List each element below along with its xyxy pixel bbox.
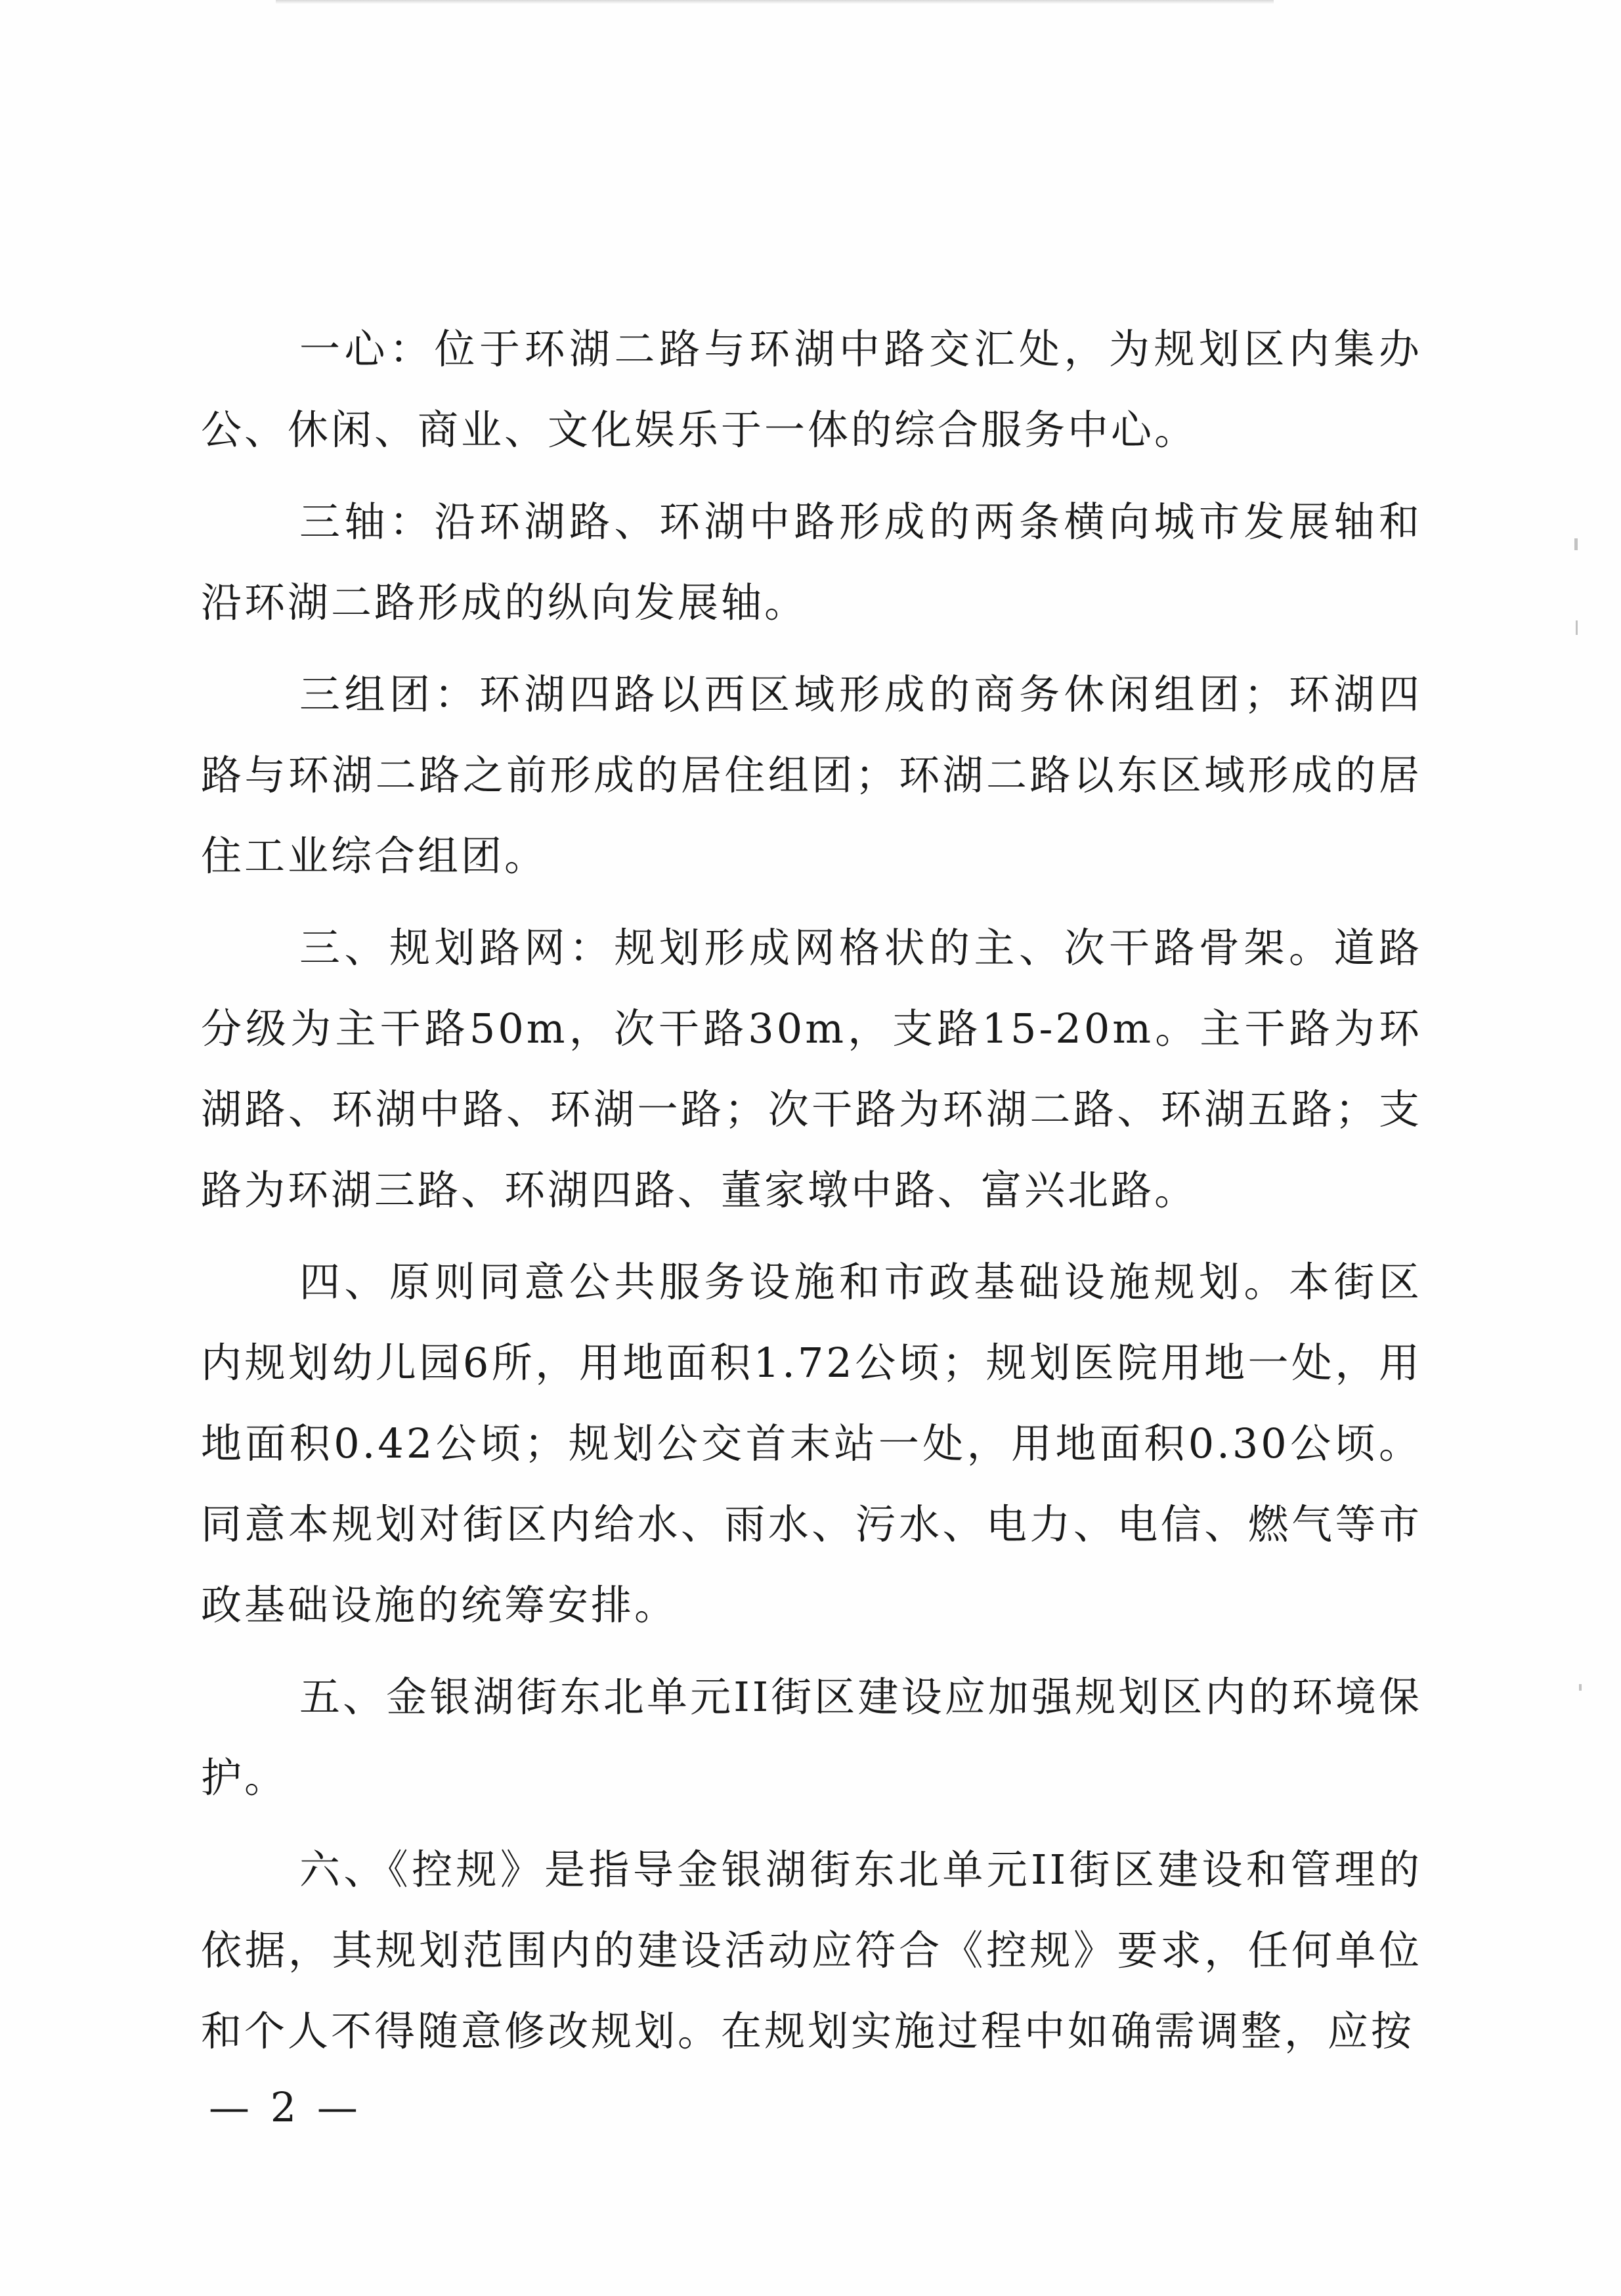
document-body — [201, 309, 1422, 2083]
paragraph-axes: 三轴：沿环湖路、环湖中路形成的两条横向城市发展轴和沿环湖二路形成的纵向发展轴。 — [201, 498, 1422, 626]
scan-top-edge — [276, 0, 1274, 4]
paragraph-regulatory-plan: 六、《控规》是指导金银湖街东北单元II街区建设和管理的依据，其规划范围内的建设活动应符合《控规》要求，任何单位和个人不得随意修改规划。在规划实施过程中如确需调整，应按 — [201, 1846, 1422, 2055]
scan-artifact — [1579, 1684, 1582, 1691]
paragraph-road-network: 三、规划路网：规划形成网格状的主、次干路骨架。道路分级为主干路50m，次干路30m，支路15-20m。主干路为环湖路、环湖中路、环湖一路；次干路为环湖二路、环湖五路；支路为环湖三路、环湖四路、董家墩中路、富兴北路。 — [201, 924, 1422, 1214]
paragraph-environment: 五、金银湖街东北单元II街区建设应加强规划区内的环境保护。 — [201, 1673, 1422, 1802]
page-number: — 2 — — [209, 2083, 362, 2131]
scan-artifact — [1576, 620, 1578, 635]
paragraph-clusters: 三组团：环湖四路以西区域形成的商务休闲组团；环湖四路与环湖二路之前形成的居住组团；环湖二路以东区域形成的居住工业综合组团。 — [201, 670, 1422, 880]
paragraph-public-facilities: 四、原则同意公共服务设施和市政基础设施规划。本街区内规划幼儿园6所，用地面积1.72公顷；规划医院用地一处，用地面积0.42公顷；规划公交首末站一处，用地面积0.30公顷。同意本规划对街区内给水、雨水、污水、电力、电信、燃气等市政基础设施的统筹安排。 — [201, 1258, 1422, 1629]
scan-artifact — [1574, 538, 1578, 550]
paragraph-center: 一心：位于环湖二路与环湖中路交汇处，为规划区内集办公、休闲、商业、文化娱乐于一体的综合服务中心。 — [201, 325, 1422, 454]
